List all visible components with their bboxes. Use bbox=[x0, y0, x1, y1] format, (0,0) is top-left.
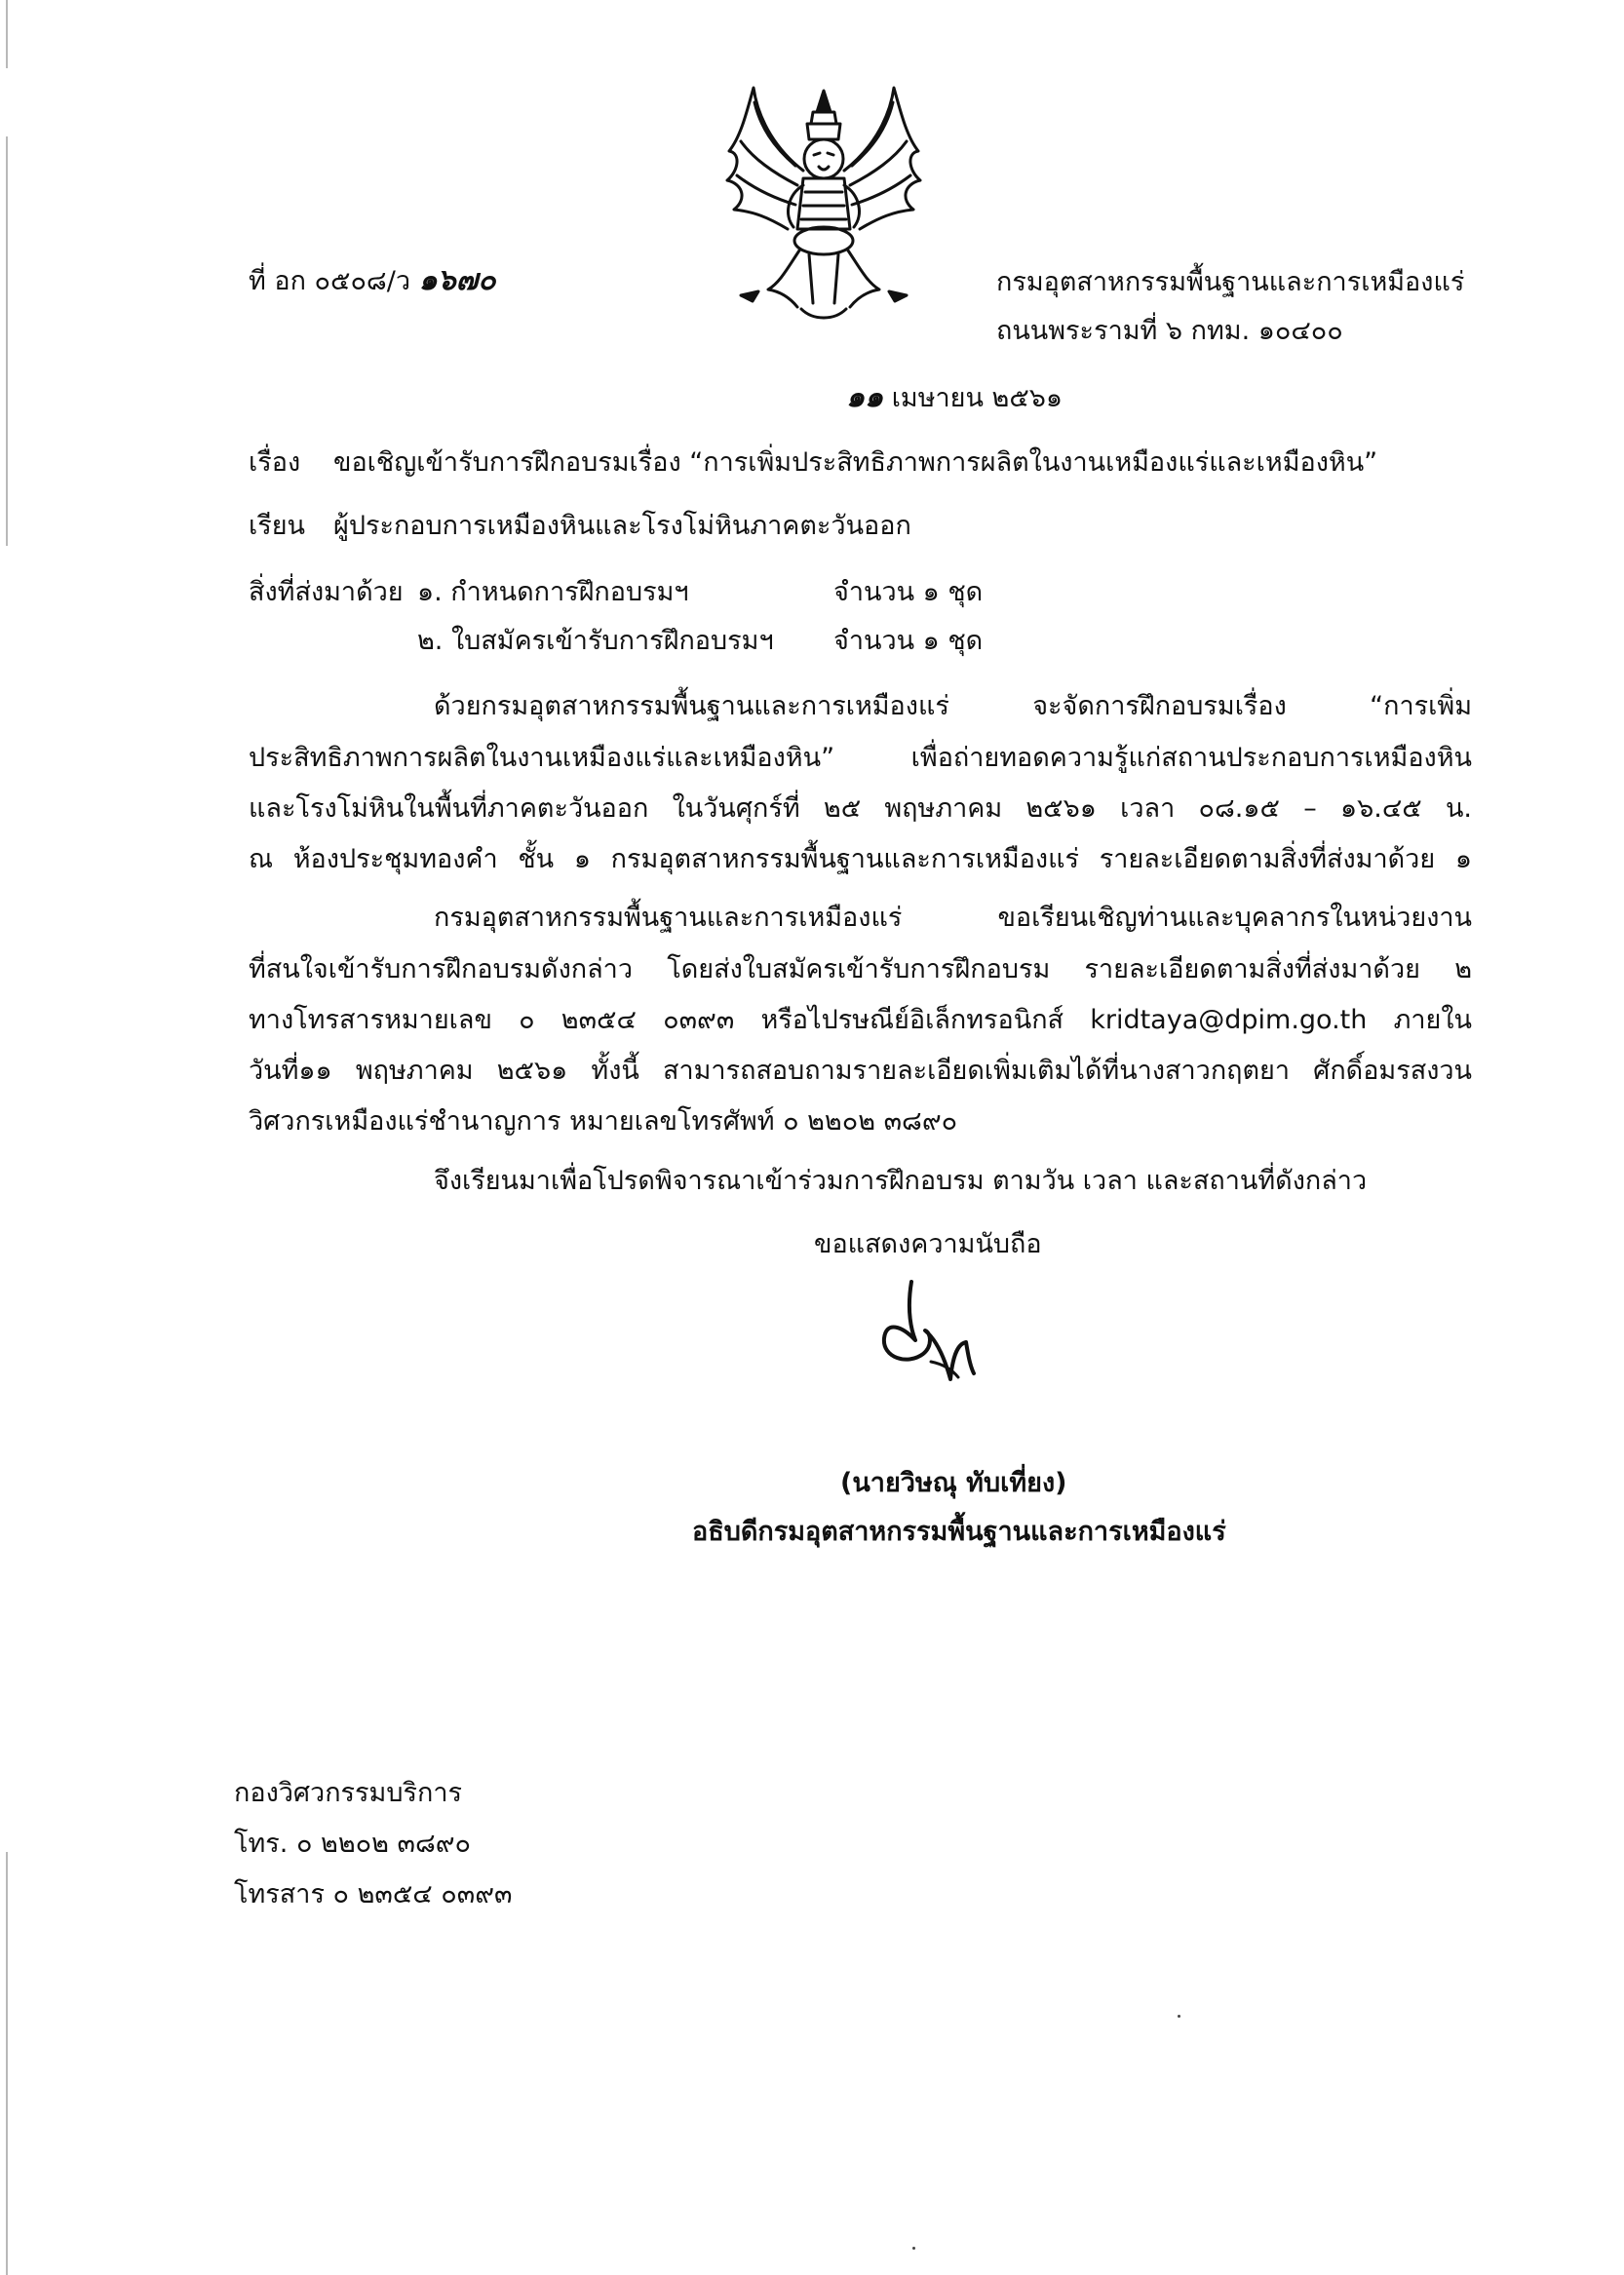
signature-icon bbox=[872, 1272, 999, 1399]
date-day-handwritten: ๑๑ bbox=[846, 380, 884, 414]
enclosure-item-name: ๒. ใบสมัครเข้ารับการฝึกอบรมฯ bbox=[417, 626, 774, 656]
footer-phone: โทร. ๐ ๒๒๐๒ ๓๘๙๐ bbox=[234, 1829, 472, 1859]
body-paragraph-3: จึงเรียนมาเพื่อโปรดพิจารณาเข้าร่วมการฝึกอบรม ตามวัน เวลา และสถานที่ดังกล่าว bbox=[434, 1166, 1368, 1196]
enclosure-item-qty: จำนวน ๑ ชุด bbox=[833, 626, 984, 656]
enclosure-item-qty: จำนวน ๑ ชุด bbox=[833, 577, 984, 607]
scan-speck bbox=[1178, 2015, 1180, 2018]
scan-edge-mark bbox=[6, 0, 8, 68]
addressee-text: ผู้ประกอบการเหมืองหินและโรงโม่หินภาคตะวันออก bbox=[333, 511, 911, 541]
org-address: ถนนพระรามที่ ๖ กทม. ๑๐๔๐๐ bbox=[996, 316, 1343, 346]
signer-title: อธิบดีกรมอุตสาหกรรมพื้นฐานและการเหมืองแร่ bbox=[692, 1517, 1226, 1547]
body-paragraph-1-line: และโรงโม่หินในพื้นที่ภาคตะวันออก ในวันศุกร์ที่ ๒๕ พฤษภาคม ๒๕๖๑ เวลา ๐๘.๑๕ – ๑๖.๔๕ น. bbox=[249, 793, 1472, 824]
org-name: กรมอุตสาหกรรมพื้นฐานและการเหมืองแร่ bbox=[996, 267, 1465, 297]
body-paragraph-1-line: ณ ห้องประชุมทองคำ ชั้น ๑ กรมอุตสาหกรรมพื้นฐานและการเหมืองแร่ รายละเอียดตามสิ่งที่ส่งมาด้วย ๑ bbox=[249, 844, 1472, 874]
document-number-handwritten: ๑๖๗๐ bbox=[418, 263, 496, 297]
body-paragraph-1-line: ด้วยกรมอุตสาหกรรมพื้นฐานและการเหมืองแร่ จะจัดการฝึกอบรมเรื่อง “การเพิ่ม bbox=[434, 691, 1472, 721]
document-number: ที่ อก ๐๕๐๘/ว ๑๖๗๐ bbox=[249, 263, 496, 297]
body-paragraph-2-line: วิศวกรเหมืองแร่ชำนาญการ หมายเลขโทรศัพท์ ๐ ๒๒๐๒ ๓๘๙๐ bbox=[249, 1106, 958, 1137]
body-paragraph-2-line: ที่สนใจเข้ารับการฝึกอบรมดังกล่าว โดยส่งใบสมัครเข้ารับการฝึกอบรม รายละเอียดตามสิ่งที่ส่งมาด้วย ๒ bbox=[249, 954, 1472, 984]
subject-label: เรื่อง bbox=[249, 447, 301, 478]
letter-date: ๑๑ เมษายน ๒๕๖๑ bbox=[846, 380, 1063, 414]
enclosure-item-name: ๑. กำหนดการฝึกอบรมฯ bbox=[417, 577, 689, 607]
body-paragraph-2-line: ทางโทรสารหมายเลข ๐ ๒๓๕๔ ๐๓๙๓ หรือไปรษณีย์อิเล็กทรอนิกส์ kridtaya@dpim.go.th ภายใน bbox=[249, 1005, 1472, 1035]
body-paragraph-2-line: กรมอุตสาหกรรมพื้นฐานและการเหมืองแร่ ขอเรียนเชิญท่านและบุคลากรในหน่วยงาน bbox=[434, 903, 1472, 933]
addressee-label: เรียน bbox=[249, 511, 306, 541]
garuda-emblem-icon bbox=[719, 83, 929, 327]
footer-division: กองวิศวกรรมบริการ bbox=[234, 1778, 463, 1808]
scan-edge-mark bbox=[6, 1852, 8, 2275]
scan-speck bbox=[912, 2247, 915, 2250]
enclosures-label: สิ่งที่ส่งมาด้วย bbox=[249, 577, 404, 607]
signer-name: (นายวิษณุ ทับเที่ยง) bbox=[840, 1468, 1067, 1498]
footer-fax: โทรสาร ๐ ๒๓๕๔ ๐๓๙๓ bbox=[234, 1879, 513, 1909]
closing-salutation: ขอแสดงความนับถือ bbox=[814, 1229, 1042, 1259]
body-paragraph-2-line: วันที่๑๑ พฤษภาคม ๒๕๖๑ ทั้งนี้ สามารถสอบถามรายละเอียดเพิ่มเติมได้ที่นางสาวกฤตยา ศักดิ์อมรสงวน bbox=[249, 1056, 1472, 1086]
subject-text: ขอเชิญเข้ารับการฝึกอบรมเรื่อง “การเพิ่มประสิทธิภาพการผลิตในงานเหมืองแร่และเหมืองหิน” bbox=[333, 447, 1378, 478]
body-paragraph-1-line: ประสิทธิภาพการผลิตในงานเหมืองแร่และเหมืองหิน” เพื่อถ่ายทอดความรู้แก่สถานประกอบการเหมืองหิน bbox=[249, 743, 1472, 773]
scan-edge-mark bbox=[6, 136, 8, 546]
